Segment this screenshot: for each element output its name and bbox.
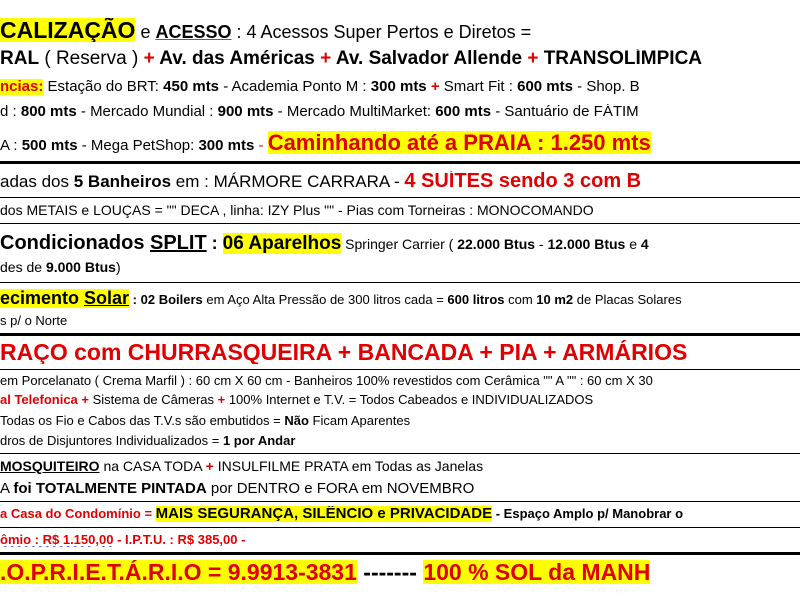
section-divider — [0, 282, 800, 283]
iptu-fee: - I.P.T.U. : R$ 385,00 - — [113, 533, 246, 547]
solar-heating-line: ecimento Solar : 02 Boilers em Aço Alta Pressão de 300 litros cada = 600 litros com 10 m2 de Placas Solares — [0, 289, 682, 308]
localizacao-label: CALIZAÇÃO — [0, 18, 136, 43]
morning-sun-highlight: 100 % SOL da MANH — [423, 560, 651, 585]
distances-line-3: A : 500 mts - Mega PetShop: 300 mts - Caminhando até a PRAIA : 1.250 mts — [0, 131, 651, 155]
section-divider — [0, 369, 800, 370]
distances-line-1: ncias: Estação do BRT: 450 mts - Academia Ponto M : 300 mts + Smart Fit : 600 mts - Shop. B — [0, 79, 640, 95]
distances-line-2: d : 800 mts - Mercado Mundial : 900 mts - Mercado MultiMarket: 600 mts - Santuário de FÁTIM — [0, 104, 639, 120]
condominium-fee: ômio : R$ 1.150,00 — [0, 533, 114, 547]
section-divider — [0, 453, 800, 454]
section-divider — [0, 527, 800, 528]
section-divider — [0, 223, 800, 224]
section-divider — [0, 197, 800, 198]
owner-phone: .O.P.R.I.E.T.Á.R.I.O = 9.9913-3831 — [0, 560, 357, 585]
mosquito-screen-line: MOSQUITEIRO na CASA TODA + INSULFILME PRATA em Todas as Janelas — [0, 459, 484, 474]
ac-units-count: 06 Aparelhos — [222, 233, 342, 254]
painting-line: A foi TOTALMENTE PINTADA por DENTRO e FORA em NOVEMBRO — [0, 481, 475, 497]
beach-distance: Caminhando até a PRAIA : 1.250 mts — [267, 131, 651, 155]
solar-orientation-line: s p/ o Norte — [0, 314, 68, 328]
acesso-label: ACESSO — [155, 22, 232, 42]
telecom-line: al Telefonica + Sistema de Câmeras + 100% Internet e T.V. = Todos Cabeados e INDIVIDUALIZADOS — [0, 393, 594, 407]
security-line: a Casa do Condomínio = MAIS SEGURANÇA, SILÊNCIO e PRIVACIDADE - Espaço Amplo p/ Manobrar o — [0, 506, 684, 522]
metals-fixtures-line: dos METAIS e LOUÇAS = "" DECA , linha: IZY Plus "" - Pias com Torneiras : MONOCOMANDO — [0, 203, 594, 218]
cables-line: Todas os Fio e Cabos das T.V.s são embutidos = Não Ficam Aparentes — [0, 414, 411, 428]
location-access-heading: CALIZAÇÃO e ACESSO : 4 Acessos Super Pertos e Diretos = — [0, 18, 532, 43]
fees-line — [0, 533, 800, 547]
section-divider — [0, 333, 800, 336]
flooring-line: em Porcelanato ( Crema Marfil ) : 60 cm X 60 cm - Banheiros 100% revestidos com Cerâmica "" A "" : 60 cm X 30 — [0, 374, 653, 388]
air-conditioning-line: Condicionados SPLIT : 06 Aparelhos Springer Carrier ( 22.000 Btus - 12.000 Btus e 4 — [0, 233, 649, 254]
suites-highlight: 4 SUÍTES sendo 3 com B — [404, 171, 642, 192]
breakers-line: dros de Disjuntores Individualizados = 1 por Andar — [0, 434, 296, 448]
bathrooms-line: adas dos 5 Banheiros em : MÁRMORE CARRARA - 4 SUÍTES sendo 3 com B — [0, 171, 642, 192]
air-conditioning-line-2: des de 9.000 Btus) — [0, 260, 121, 275]
security-highlight: MAIS SEGURANÇA, SILÊNCIO e PRIVACIDADE — [155, 506, 493, 522]
access-routes: RAL ( Reserva ) + Av. das Américas + Av. Salvador Allende + TRANSOLÍMPICA — [0, 49, 703, 69]
owner-contact-line: .O.P.R.I.E.T.Á.R.I.O = 9.9913-3831 ------- 100 % SOL da MANH — [0, 560, 651, 585]
distancias-label: ncias: — [0, 79, 44, 95]
section-divider — [0, 161, 800, 164]
section-divider — [0, 552, 800, 555]
terrace-barbecue-line: RAÇO com CHURRASQUEIRA + BANCADA + PIA + ARMÁRIOS — [0, 340, 688, 365]
section-divider — [0, 501, 800, 502]
access-description: Acessos Super Pertos e Diretos = — [260, 22, 532, 42]
